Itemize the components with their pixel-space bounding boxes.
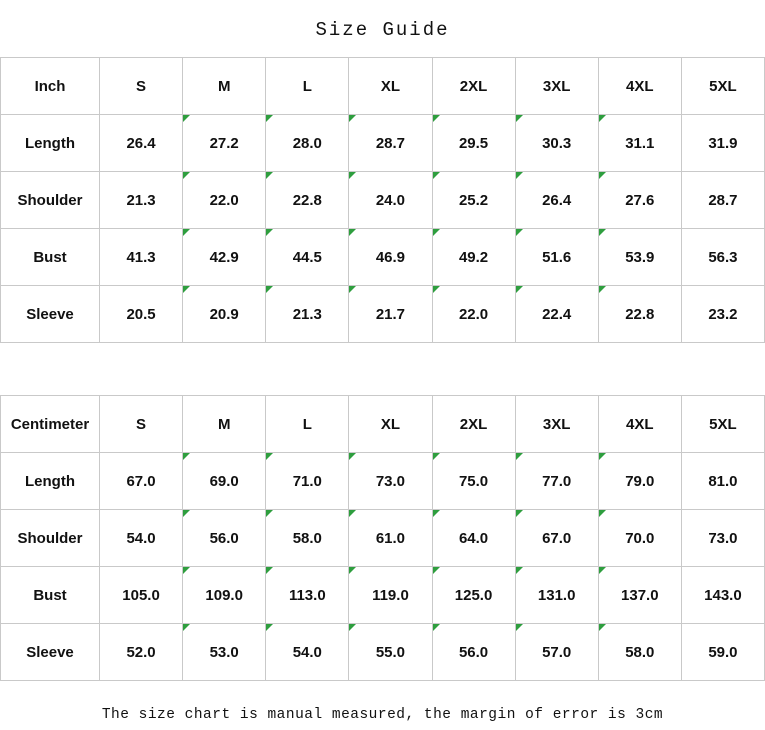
cell-sleeve-5xl: 23.2 [681, 286, 764, 343]
cell-sleeve-m: 53.0 [183, 624, 266, 681]
cell-shoulder-3xl: 67.0 [515, 510, 598, 567]
row-label-shoulder: Shoulder [1, 510, 100, 567]
cell-sleeve-3xl: 57.0 [515, 624, 598, 681]
cell-length-s: 67.0 [100, 453, 183, 510]
table-header-row [1, 58, 765, 115]
cell-sleeve-s: 20.5 [100, 286, 183, 343]
cell-sleeve-xl: 55.0 [349, 624, 432, 681]
cell-length-4xl: 31.1 [598, 115, 681, 172]
column-header-xl: XL [349, 396, 432, 453]
unit-header-centimeter: Centimeter [1, 396, 100, 453]
cell-length-s: 26.4 [100, 115, 183, 172]
cell-bust-l: 113.0 [266, 567, 349, 624]
column-header-5xl: 5XL [681, 58, 764, 115]
cell-shoulder-l: 22.8 [266, 172, 349, 229]
column-header-l: L [266, 58, 349, 115]
cell-length-l: 71.0 [266, 453, 349, 510]
cell-shoulder-2xl: 25.2 [432, 172, 515, 229]
cell-bust-xl: 46.9 [349, 229, 432, 286]
column-header-4xl: 4XL [598, 396, 681, 453]
column-header-m: M [183, 396, 266, 453]
row-label-sleeve: Sleeve [1, 624, 100, 681]
row-label-sleeve: Sleeve [1, 286, 100, 343]
cell-sleeve-l: 54.0 [266, 624, 349, 681]
table-row [1, 453, 765, 510]
cell-bust-l: 44.5 [266, 229, 349, 286]
cell-sleeve-l: 21.3 [266, 286, 349, 343]
cell-sleeve-2xl: 56.0 [432, 624, 515, 681]
cell-shoulder-4xl: 27.6 [598, 172, 681, 229]
column-header-s: S [100, 396, 183, 453]
cell-shoulder-m: 22.0 [183, 172, 266, 229]
row-label-shoulder: Shoulder [1, 172, 100, 229]
cell-bust-xl: 119.0 [349, 567, 432, 624]
cell-length-l: 28.0 [266, 115, 349, 172]
cell-length-4xl: 79.0 [598, 453, 681, 510]
table-spacer [0, 343, 765, 395]
cell-bust-m: 42.9 [183, 229, 266, 286]
unit-header-inch: Inch [1, 58, 100, 115]
column-header-4xl: 4XL [598, 58, 681, 115]
size-table-inch-head [1, 58, 765, 115]
size-table-inch-body [1, 115, 765, 343]
cell-sleeve-4xl: 58.0 [598, 624, 681, 681]
cell-bust-s: 105.0 [100, 567, 183, 624]
cell-shoulder-5xl: 73.0 [681, 510, 764, 567]
column-header-3xl: 3XL [515, 396, 598, 453]
table-row [1, 286, 765, 343]
page-title: Size Guide [315, 19, 450, 41]
cell-shoulder-xl: 24.0 [349, 172, 432, 229]
cell-length-3xl: 77.0 [515, 453, 598, 510]
column-header-3xl: 3XL [515, 58, 598, 115]
cell-length-m: 69.0 [183, 453, 266, 510]
cell-sleeve-2xl: 22.0 [432, 286, 515, 343]
row-label-length: Length [1, 453, 100, 510]
cell-bust-5xl: 56.3 [681, 229, 764, 286]
cell-shoulder-s: 21.3 [100, 172, 183, 229]
cell-bust-2xl: 49.2 [432, 229, 515, 286]
table-row [1, 115, 765, 172]
column-header-2xl: 2XL [432, 58, 515, 115]
column-header-m: M [183, 58, 266, 115]
cell-bust-4xl: 53.9 [598, 229, 681, 286]
cell-bust-4xl: 137.0 [598, 567, 681, 624]
cell-bust-m: 109.0 [183, 567, 266, 624]
cell-bust-2xl: 125.0 [432, 567, 515, 624]
cell-sleeve-xl: 21.7 [349, 286, 432, 343]
cell-length-5xl: 31.9 [681, 115, 764, 172]
size-table-inch [0, 57, 765, 343]
column-header-5xl: 5XL [681, 396, 764, 453]
size-table-centimeter [0, 395, 765, 681]
cell-sleeve-m: 20.9 [183, 286, 266, 343]
cell-length-3xl: 30.3 [515, 115, 598, 172]
size-table-centimeter-body [1, 453, 765, 681]
cell-length-2xl: 29.5 [432, 115, 515, 172]
row-label-length: Length [1, 115, 100, 172]
cell-shoulder-s: 54.0 [100, 510, 183, 567]
cell-length-m: 27.2 [183, 115, 266, 172]
column-header-s: S [100, 58, 183, 115]
row-label-bust: Bust [1, 567, 100, 624]
cell-shoulder-m: 56.0 [183, 510, 266, 567]
cell-shoulder-5xl: 28.7 [681, 172, 764, 229]
cell-shoulder-3xl: 26.4 [515, 172, 598, 229]
table-row [1, 567, 765, 624]
column-header-xl: XL [349, 58, 432, 115]
cell-bust-s: 41.3 [100, 229, 183, 286]
column-header-2xl: 2XL [432, 396, 515, 453]
cell-length-2xl: 75.0 [432, 453, 515, 510]
cell-shoulder-xl: 61.0 [349, 510, 432, 567]
cell-length-xl: 28.7 [349, 115, 432, 172]
column-header-l: L [266, 396, 349, 453]
cell-sleeve-4xl: 22.8 [598, 286, 681, 343]
table-row [1, 624, 765, 681]
table-row [1, 172, 765, 229]
table-row [1, 229, 765, 286]
size-table-centimeter-head [1, 396, 765, 453]
cell-length-5xl: 81.0 [681, 453, 764, 510]
cell-length-xl: 73.0 [349, 453, 432, 510]
table-row [1, 510, 765, 567]
cell-bust-3xl: 51.6 [515, 229, 598, 286]
cell-shoulder-l: 58.0 [266, 510, 349, 567]
cell-bust-5xl: 143.0 [681, 567, 764, 624]
table-header-row [1, 396, 765, 453]
cell-sleeve-5xl: 59.0 [681, 624, 764, 681]
cell-sleeve-3xl: 22.4 [515, 286, 598, 343]
cell-shoulder-2xl: 64.0 [432, 510, 515, 567]
cell-bust-3xl: 131.0 [515, 567, 598, 624]
row-label-bust: Bust [1, 229, 100, 286]
cell-sleeve-s: 52.0 [100, 624, 183, 681]
measurement-note: The size chart is manual measured, the margin of error is 3cm [101, 707, 664, 723]
cell-shoulder-4xl: 70.0 [598, 510, 681, 567]
